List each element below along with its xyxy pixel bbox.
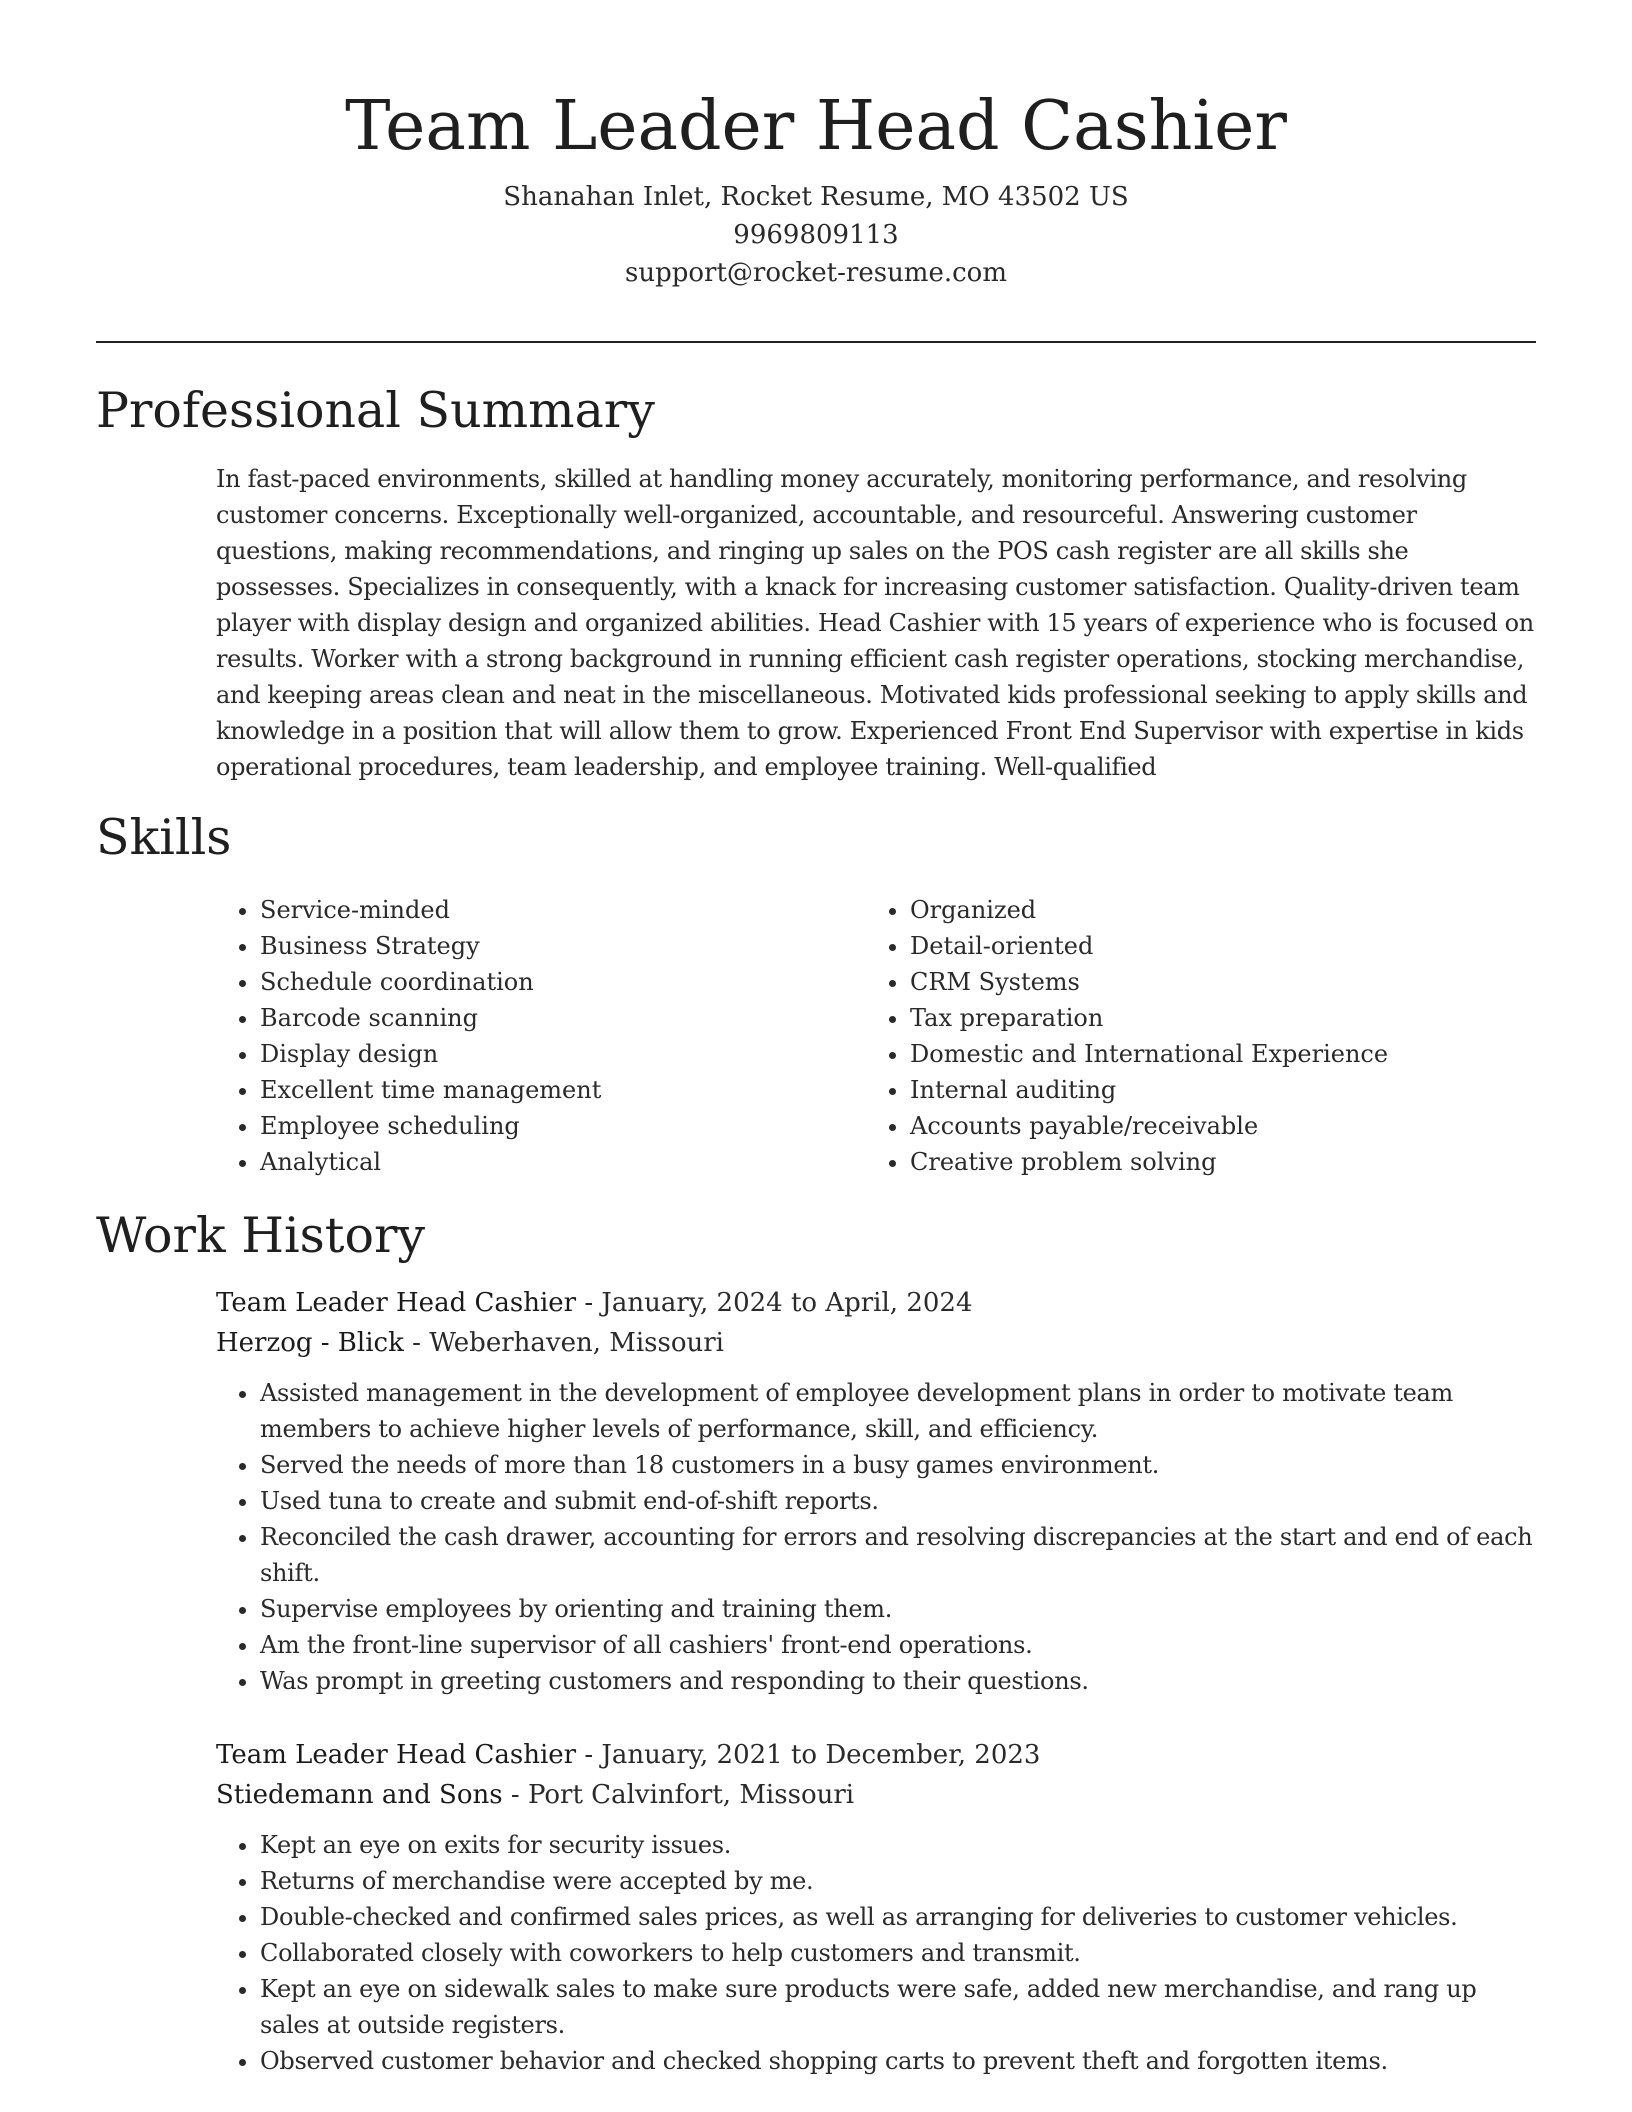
skill-item: • CRM Systems xyxy=(910,964,1516,1000)
job-bullet: • Observed customer behavior and checked shopping carts to prevent theft and forgotten items. xyxy=(260,2043,1536,2079)
skill-item: • Display design xyxy=(260,1036,866,1072)
skill-item: • Internal auditing xyxy=(910,1072,1516,1108)
skill-item: • Business Strategy xyxy=(260,928,866,964)
skills-list-left xyxy=(216,892,866,1180)
work-history-heading: Work History xyxy=(96,1207,426,1264)
job-dates: January, 2021 to December, 2023 xyxy=(601,1740,1041,1770)
job-bullet: • Returns of merchandise were accepted by me. xyxy=(260,1863,1536,1899)
job-bullet: • Was prompt in greeting customers and responding to their questions. xyxy=(260,1663,1536,1699)
resume-header xyxy=(96,82,1536,292)
skill-item: • Schedule coordination xyxy=(260,964,866,1000)
job-entry xyxy=(216,1735,1536,2079)
candidate-name: Team Leader Head Cashier xyxy=(345,87,1287,166)
header-divider xyxy=(96,341,1536,343)
summary-heading: Professional Summary xyxy=(96,382,655,439)
job-entry xyxy=(216,1283,1536,1699)
skill-item: • Employee scheduling xyxy=(260,1108,866,1144)
skill-item: • Analytical xyxy=(260,1144,866,1180)
skill-item: • Organized xyxy=(910,892,1516,928)
contact-address: Shanahan Inlet, Rocket Resume, MO 43502 US xyxy=(503,182,1129,212)
job-bullet: • Reconciled the cash drawer, accounting for errors and resolving discrepancies at the start and end of each shift. xyxy=(260,1519,1536,1591)
job-bullets xyxy=(216,1375,1536,1699)
job-bullet: • Kept an eye on exits for security issues. xyxy=(260,1827,1536,1863)
job-location: Weberhaven, Missouri xyxy=(429,1328,724,1358)
job-company: Herzog - Blick xyxy=(216,1328,404,1358)
skill-item: • Tax preparation xyxy=(910,1000,1516,1036)
job-company: Stiedemann and Sons xyxy=(216,1780,503,1810)
contact-info xyxy=(96,178,1536,292)
skill-item: • Excellent time management xyxy=(260,1072,866,1108)
job-role: Team Leader Head Cashier xyxy=(216,1288,577,1318)
job-bullet: • Kept an eye on sidewalk sales to make sure products were safe, added new merchandise, and rang up sales at outside registers. xyxy=(260,1971,1536,2043)
job-role: Team Leader Head Cashier xyxy=(216,1740,577,1770)
job-bullet: • Used tuna to create and submit end-of-shift reports. xyxy=(260,1483,1536,1519)
summary-text: In fast-paced environments, skilled at handling money accurately, monitoring performance, and resolving customer concerns. Exceptionally well-organized, accountable, and resourceful. Answering customer questions, making recommendations, and ringing up sales on the POS cash register are all skills she possesses. Specializes in consequently, with a knack for increasing customer satisfaction. Quality-driven team player with display design and organized abilities. Head Cashier with 15 years of experience who is focused on results. Worker with a strong background in running efficient cash register operations, stocking merchandise, and keeping areas clean and neat in the miscellaneous. Motivated kids professional seeking to apply skills and knowledge in a position that will allow them to grow. Experienced Front End Supervisor with expertise in kids operational procedures, team leadership, and employee training. Well-qualified xyxy=(216,465,1534,781)
skill-item: • Creative problem solving xyxy=(910,1144,1516,1180)
job-bullet: • Supervise employees by orienting and training them. xyxy=(260,1591,1536,1627)
skill-item: • Detail-oriented xyxy=(910,928,1516,964)
skill-item: • Barcode scanning xyxy=(260,1000,866,1036)
skills-list-right xyxy=(866,892,1516,1180)
skills-heading: Skills xyxy=(96,809,232,866)
job-employer-line: Herzog - Blick - Weberhaven, Missouri xyxy=(216,1328,724,1358)
skill-item: • Accounts payable/receivable xyxy=(910,1108,1516,1144)
job-bullet: • Assisted management in the development of employee development plans in order to motivate team members to achieve higher levels of performance, skill, and efficiency. xyxy=(260,1375,1536,1447)
contact-email: support@rocket-resume.com xyxy=(624,258,1007,288)
job-bullet: • Served the needs of more than 18 customers in a busy games environment. xyxy=(260,1447,1536,1483)
skill-item: • Domestic and International Experience xyxy=(910,1036,1516,1072)
job-bullets xyxy=(216,1827,1536,2079)
job-employer-line: Stiedemann and Sons - Port Calvinfort, Missouri xyxy=(216,1780,855,1810)
skill-item: • Service-minded xyxy=(260,892,866,928)
job-bullet: • Double-checked and confirmed sales prices, as well as arranging for deliveries to customer vehicles. xyxy=(260,1899,1536,1935)
contact-phone: 9969809113 xyxy=(733,220,899,250)
skills-columns xyxy=(216,892,1536,1180)
job-bullet: • Am the front-line supervisor of all cashiers' front-end operations. xyxy=(260,1627,1536,1663)
job-title-line: Team Leader Head Cashier - January, 2024 to April, 2024 xyxy=(216,1288,973,1318)
job-bullet: • Collaborated closely with coworkers to help customers and transmit. xyxy=(260,1935,1536,1971)
job-title-line: Team Leader Head Cashier - January, 2021 to December, 2023 xyxy=(216,1740,1041,1770)
job-dates: January, 2024 to April, 2024 xyxy=(601,1288,973,1318)
job-location: Port Calvinfort, Missouri xyxy=(527,1780,855,1810)
